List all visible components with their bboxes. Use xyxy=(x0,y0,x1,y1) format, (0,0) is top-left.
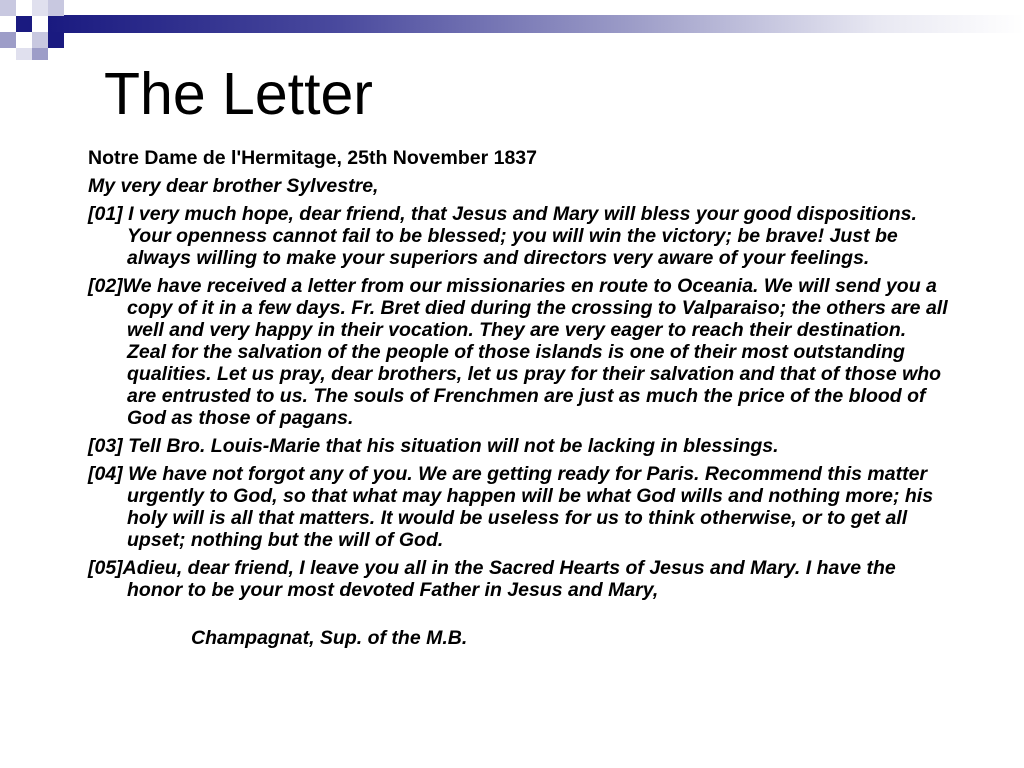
letter-paragraph-05: [05]Adieu, dear friend, I leave you all in the Sacred Hearts of Jesus and Mary. I have the honor to be your most devoted Father in Jesus and Mary, xyxy=(88,557,896,601)
letter-paragraph-03: [03] Tell Bro. Louis-Marie that his situation will not be lacking in blessings. xyxy=(88,435,779,457)
decor-square xyxy=(16,16,32,32)
letter-paragraph-02: [02]We have received a letter from our missionaries en route to Oceania. We will send you a copy of it in a few days. Fr. Bret died during the crossing to Valparaiso; the others are all well and very happy in their vocation. They are very eager to reach their destination. Zeal for the salvation of the people of those islands is one of their most outstanding qualities. Let us pray, dear brothers, let us pray for their salvation and that of those who are entrusted to us. The souls of Frenchmen are just as much the price of the blood of God as those of pagans. xyxy=(88,275,948,429)
slide-title: The Letter xyxy=(104,61,373,127)
decor-square xyxy=(0,0,16,16)
decor-square xyxy=(32,32,48,48)
header-decoration xyxy=(0,0,1024,60)
decor-square xyxy=(48,0,64,16)
decor-square xyxy=(0,32,16,48)
letter-paragraph-04: [04] We have not forgot any of you. We are getting ready for Paris. Recommend this matter urgently to God, so that what may happen will be what God wills and nothing more; his holy will is all that matters. It would be useless for us to think otherwise, or to get all upset; nothing but the will of God. xyxy=(88,463,934,551)
decor-square xyxy=(32,0,48,16)
decor-square xyxy=(48,32,64,48)
letter-signature: Champagnat, Sup. of the M.B. xyxy=(191,627,468,649)
letter-greeting: My very dear brother Sylvestre, xyxy=(88,175,379,197)
letter-date-line: Notre Dame de l'Hermitage, 25th November 1837 xyxy=(88,147,537,169)
letter-paragraph-01: [01] I very much hope, dear friend, that Jesus and Mary will bless your good dispositions. Your openness cannot fail to be blessed; you will win the victory; be brave! Just be always willing to make your superiors and directors very aware of your feelings. xyxy=(88,203,917,269)
header-gradient-bar xyxy=(48,15,1024,33)
decor-square xyxy=(16,48,32,60)
decor-square xyxy=(32,48,48,60)
letter-body xyxy=(88,147,948,655)
